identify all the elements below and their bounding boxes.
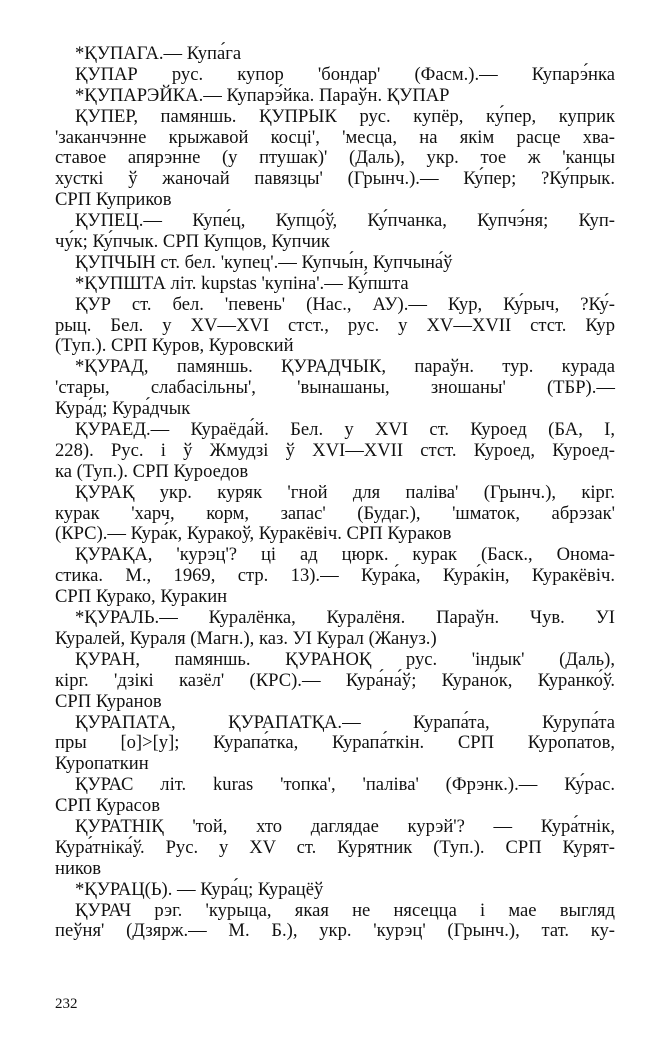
text-line: ников <box>55 857 102 879</box>
text-line: ҚУПАР рус. купор 'бондар' (Фасм.).— Купарэ́нка <box>75 63 615 85</box>
text-line: стика. М., 1969, стр. 13).— Кура́ка, Кура́кін, Куракёвіч. <box>55 565 615 587</box>
text-line: СРП Курако, Куракин <box>55 586 228 608</box>
text-line: ҚУРАС літ. kuras 'топка', 'паліва' (Фрэнк.).— Ку́рас. <box>75 774 615 796</box>
text-line: (КРС).— Кура́к, Куракоў, Куракёвіч. СРП Кураков <box>55 523 452 545</box>
text-line: Кура́тніка́ў. Рус. у XV ст. Курятник (Туп.). СРП Курят- <box>55 836 615 858</box>
text-line: кірг. 'дзікі казёл' (КРС).— Кура́на́ў; Курано́к, Куранко́ў. <box>55 669 615 691</box>
text-line: ҚУРАҚ укр. куряк 'гной для паліва' (Грынч.), кірг. <box>75 481 615 503</box>
text-line: Кура́д; Кура́дчык <box>55 398 191 420</box>
text-line: ҚУРАҚА, 'курэц'? ці ад цюрк. курак (Баск., Онома- <box>75 544 615 566</box>
text-line: Куралей, Кураля (Магн.), каз. УІ Курал (Жануз.) <box>55 627 437 649</box>
text-line: хусткі ў жаночай павязцы' (Грынч.).— Ку́пер; ?Ку́прык. <box>55 168 615 190</box>
text-line: *ҚУРАЦ(Ь). — Кура́ц; Курацёў <box>75 878 324 900</box>
text-line: 228). Рус. і ў Жмудзі ў XVI—XVII стст. Куроед, Куроед- <box>55 439 615 461</box>
text-line: ставое апярэнне (у птушак)' (Даль), укр. тое ж 'канцы <box>55 147 615 169</box>
text-line: чу́к; Ку́пчык. СРП Купцов, Купчик <box>55 231 330 253</box>
text-line: ҚУРАТНІҚ 'той, хто даглядае курэй'? — Кура́тнік, <box>75 815 615 837</box>
text-line: (Туп.). СРП Куров, Куровский <box>55 335 294 357</box>
text-line: *ҚУРАЛЬ.— Куралёнка, Куралёня. Параўн. Чув. УІ <box>75 607 615 629</box>
text-line: курак 'харч, корм, запас' (Будаг.), 'шматок, абрэзак' <box>55 502 615 524</box>
text-line: *ҚУРАД, памяншь. ҚУРАДЧЫК, параўн. тур. курада <box>75 356 615 378</box>
text-line: *ҚУПАРЭЙКА.— Купарэ́йка. Параўн. ҚУПАР <box>75 84 450 106</box>
text-line: ҚУПЧЫН ст. бел. 'купец'.— Купчы́н, Купчына́ў <box>75 251 453 273</box>
text-line: 'стары, слабасільны', 'вынашаны, зношаны' (ТБР).— <box>55 377 615 399</box>
text-line: *ҚУПАГА.— Купа́га <box>75 43 242 64</box>
page-number: 232 <box>55 996 78 1012</box>
text-line: *ҚУПШТА літ. kupstas 'купіна'.— Ку́пшта <box>75 272 409 294</box>
text-line: пеўня' (Дзярж.— М. Б.), укр. 'курэц' (Грынч.), тат. ку- <box>55 920 615 942</box>
dictionary-page <box>55 44 615 942</box>
text-line: ҚУРАЧ рэг. 'курыца, якая не нясецца і мае выгляд <box>75 899 615 921</box>
text-line: ҚУПЕЦ.— Купе́ц, Купцо́ў, Ку́пчанка, Купчэ́ня; Куп- <box>75 210 615 232</box>
text-line: пры [о]>[у]; Курапа́тка, Курапа́ткін. СРП Куропатов, <box>55 732 615 754</box>
text-line: ҚУРАПАТА, ҚУРАПАТҚА.— Курапа́та, Курупа́та <box>75 711 615 733</box>
text-line: СРП Курасов <box>55 795 160 817</box>
text-line: 'заканчэнне крыжавой косці', 'месца, на якім расце хва- <box>55 126 615 148</box>
text-line: ҚУРАН, памяншь. ҚУРАНОҚ рус. 'індык' (Даль), <box>75 648 615 670</box>
text-line: Куропаткин <box>55 753 149 775</box>
text-line: ҚУРАЕД.— Кураёда́й. Бел. у XVI ст. Куроед (БА, I, <box>75 419 615 441</box>
text-line: СРП Куранов <box>55 690 162 712</box>
text-line: рыц. Бел. у XV—XVI стст., рус. у XV—XVII стст. Кур <box>55 314 615 336</box>
text-line: СРП Куприков <box>55 189 172 211</box>
text-line: ҚУР ст. бел. 'певень' (Нас., АУ).— Кур, Ку́рыч, ?Ку́- <box>75 293 615 315</box>
text-line: ка (Туп.). СРП Куроедов <box>55 460 249 482</box>
text-line: ҚУПЕР, памяншь. ҚУПРЫК рус. купёр, ку́пер, куприк <box>75 105 615 127</box>
